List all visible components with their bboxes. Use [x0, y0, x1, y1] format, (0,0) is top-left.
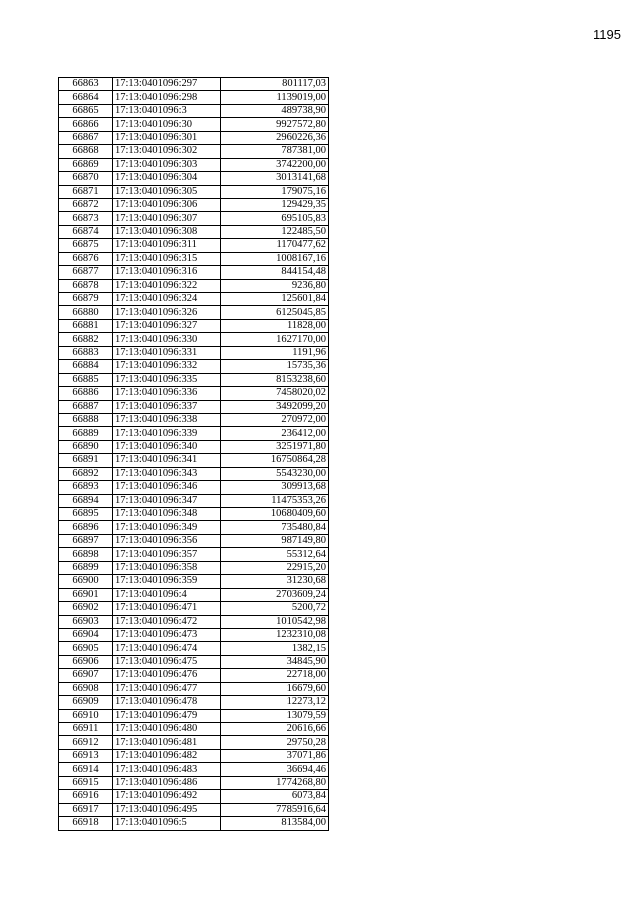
cadastral-number-cell: 17:13:0401096:308 — [113, 225, 221, 238]
cadastral-number-cell: 17:13:0401096:3 — [113, 104, 221, 117]
cadastral-number-cell: 17:13:0401096:327 — [113, 319, 221, 332]
cadastral-value-cell: 125601,84 — [221, 293, 329, 306]
row-number-cell: 66882 — [59, 333, 113, 346]
row-number-cell: 66883 — [59, 346, 113, 359]
table-row — [59, 803, 329, 816]
cadastral-number-cell: 17:13:0401096:324 — [113, 293, 221, 306]
table-row — [59, 508, 329, 521]
row-number-cell: 66905 — [59, 642, 113, 655]
cadastral-value-cell: 1774268,80 — [221, 776, 329, 789]
table-row — [59, 118, 329, 131]
row-number-cell: 66897 — [59, 534, 113, 547]
cadastral-value-cell: 122485,50 — [221, 225, 329, 238]
cadastral-value-cell: 20616,66 — [221, 723, 329, 736]
cadastral-number-cell: 17:13:0401096:311 — [113, 239, 221, 252]
cadastral-number-cell: 17:13:0401096:302 — [113, 145, 221, 158]
table-row — [59, 131, 329, 144]
cadastral-number-cell: 17:13:0401096:476 — [113, 669, 221, 682]
cadastral-value-cell: 813584,00 — [221, 817, 329, 830]
cadastral-value-cell: 309913,68 — [221, 481, 329, 494]
row-number-cell: 66917 — [59, 803, 113, 816]
table-row — [59, 763, 329, 776]
cadastral-number-cell: 17:13:0401096:480 — [113, 723, 221, 736]
cadastral-value-cell: 844154,48 — [221, 266, 329, 279]
cadastral-value-cell: 6073,84 — [221, 790, 329, 803]
table-body — [59, 78, 329, 831]
row-number-cell: 66902 — [59, 602, 113, 615]
row-number-cell: 66912 — [59, 736, 113, 749]
row-number-cell: 66868 — [59, 145, 113, 158]
row-number-cell: 66890 — [59, 440, 113, 453]
row-number-cell: 66908 — [59, 682, 113, 695]
row-number-cell: 66869 — [59, 158, 113, 171]
cadastral-value-cell: 55312,64 — [221, 548, 329, 561]
cadastral-value-cell: 129429,35 — [221, 198, 329, 211]
row-number-cell: 66907 — [59, 669, 113, 682]
cadastral-number-cell: 17:13:0401096:303 — [113, 158, 221, 171]
row-number-cell: 66876 — [59, 252, 113, 265]
cadastral-value-cell: 5543230,00 — [221, 467, 329, 480]
table-row — [59, 642, 329, 655]
cadastral-value-cell: 1008167,16 — [221, 252, 329, 265]
cadastral-value-cell: 179075,16 — [221, 185, 329, 198]
table-row — [59, 628, 329, 641]
table-row — [59, 185, 329, 198]
cadastral-value-cell: 8153238,60 — [221, 373, 329, 386]
cadastral-value-cell: 15735,36 — [221, 360, 329, 373]
cadastral-value-cell: 236412,00 — [221, 427, 329, 440]
cadastral-value-cell: 695105,83 — [221, 212, 329, 225]
row-number-cell: 66885 — [59, 373, 113, 386]
table-row — [59, 481, 329, 494]
cadastral-number-cell: 17:13:0401096:477 — [113, 682, 221, 695]
cadastral-number-cell: 17:13:0401096:358 — [113, 561, 221, 574]
cadastral-value-cell: 3013141,68 — [221, 172, 329, 185]
table-row — [59, 682, 329, 695]
row-number-cell: 66899 — [59, 561, 113, 574]
cadastral-number-cell: 17:13:0401096:326 — [113, 306, 221, 319]
table-row — [59, 346, 329, 359]
row-number-cell: 66898 — [59, 548, 113, 561]
table-row — [59, 467, 329, 480]
cadastral-number-cell: 17:13:0401096:330 — [113, 333, 221, 346]
cadastral-number-cell: 17:13:0401096:338 — [113, 413, 221, 426]
cadastral-value-cell: 16679,60 — [221, 682, 329, 695]
cadastral-number-cell: 17:13:0401096:475 — [113, 655, 221, 668]
row-number-cell: 66903 — [59, 615, 113, 628]
row-number-cell: 66915 — [59, 776, 113, 789]
cadastral-number-cell: 17:13:0401096:474 — [113, 642, 221, 655]
table-row — [59, 387, 329, 400]
cadastral-value-cell: 9236,80 — [221, 279, 329, 292]
page-number: 1195 — [593, 27, 621, 42]
cadastral-value-cell: 13079,59 — [221, 709, 329, 722]
cadastral-number-cell: 17:13:0401096:339 — [113, 427, 221, 440]
cadastral-number-cell: 17:13:0401096:495 — [113, 803, 221, 816]
table-row — [59, 749, 329, 762]
cadastral-value-cell: 11475353,26 — [221, 494, 329, 507]
table-row — [59, 333, 329, 346]
table-row — [59, 91, 329, 104]
row-number-cell: 66909 — [59, 696, 113, 709]
table-row — [59, 440, 329, 453]
cadastral-value-cell: 2960226,36 — [221, 131, 329, 144]
cadastral-value-cell: 1382,15 — [221, 642, 329, 655]
table-row — [59, 306, 329, 319]
table-row — [59, 172, 329, 185]
table-row — [59, 709, 329, 722]
cadastral-value-cell: 31230,68 — [221, 575, 329, 588]
table-row — [59, 212, 329, 225]
table-row — [59, 293, 329, 306]
cadastral-number-cell: 17:13:0401096:337 — [113, 400, 221, 413]
row-number-cell: 66867 — [59, 131, 113, 144]
row-number-cell: 66864 — [59, 91, 113, 104]
cadastral-number-cell: 17:13:0401096:4 — [113, 588, 221, 601]
table-row — [59, 78, 329, 91]
row-number-cell: 66874 — [59, 225, 113, 238]
cadastral-number-cell: 17:13:0401096:30 — [113, 118, 221, 131]
table-row — [59, 145, 329, 158]
cadastral-number-cell: 17:13:0401096:341 — [113, 454, 221, 467]
cadastral-value-cell: 16750864,28 — [221, 454, 329, 467]
table-row — [59, 198, 329, 211]
cadastral-value-cell: 37071,86 — [221, 749, 329, 762]
row-number-cell: 66900 — [59, 575, 113, 588]
cadastral-number-cell: 17:13:0401096:316 — [113, 266, 221, 279]
cadastral-number-cell: 17:13:0401096:332 — [113, 360, 221, 373]
row-number-cell: 66891 — [59, 454, 113, 467]
cadastral-number-cell: 17:13:0401096:348 — [113, 508, 221, 521]
cadastral-number-cell: 17:13:0401096:479 — [113, 709, 221, 722]
cadastral-value-cell: 787381,00 — [221, 145, 329, 158]
cadastral-number-cell: 17:13:0401096:478 — [113, 696, 221, 709]
row-number-cell: 66901 — [59, 588, 113, 601]
row-number-cell: 66875 — [59, 239, 113, 252]
cadastral-number-cell: 17:13:0401096:297 — [113, 78, 221, 91]
table-row — [59, 736, 329, 749]
cadastral-value-cell: 1010542,98 — [221, 615, 329, 628]
table-row — [59, 158, 329, 171]
table-row — [59, 521, 329, 534]
row-number-cell: 66886 — [59, 387, 113, 400]
cadastral-value-cell: 1191,96 — [221, 346, 329, 359]
row-number-cell: 66880 — [59, 306, 113, 319]
cadastral-number-cell: 17:13:0401096:492 — [113, 790, 221, 803]
row-number-cell: 66888 — [59, 413, 113, 426]
cadastral-number-cell: 17:13:0401096:357 — [113, 548, 221, 561]
row-number-cell: 66906 — [59, 655, 113, 668]
cadastral-value-cell: 11828,00 — [221, 319, 329, 332]
cadastral-number-cell: 17:13:0401096:356 — [113, 534, 221, 547]
row-number-cell: 66877 — [59, 266, 113, 279]
row-number-cell: 66918 — [59, 817, 113, 830]
cadastral-value-cell: 1139019,00 — [221, 91, 329, 104]
cadastral-number-cell: 17:13:0401096:359 — [113, 575, 221, 588]
cadastral-value-cell: 2703609,24 — [221, 588, 329, 601]
cadastral-value-cell: 7458020,02 — [221, 387, 329, 400]
cadastral-number-cell: 17:13:0401096:343 — [113, 467, 221, 480]
table-row — [59, 602, 329, 615]
cadastral-value-cell: 7785916,64 — [221, 803, 329, 816]
row-number-cell: 66878 — [59, 279, 113, 292]
row-number-cell: 66866 — [59, 118, 113, 131]
row-number-cell: 66892 — [59, 467, 113, 480]
table-row — [59, 400, 329, 413]
table-row — [59, 776, 329, 789]
table-row — [59, 373, 329, 386]
table-row — [59, 534, 329, 547]
cadastral-number-cell: 17:13:0401096:486 — [113, 776, 221, 789]
cadastral-number-cell: 17:13:0401096:340 — [113, 440, 221, 453]
table-row — [59, 588, 329, 601]
table-row — [59, 427, 329, 440]
cadastral-value-cell: 1170477,62 — [221, 239, 329, 252]
cadastral-number-cell: 17:13:0401096:335 — [113, 373, 221, 386]
cadastral-number-cell: 17:13:0401096:307 — [113, 212, 221, 225]
cadastral-value-cell: 22915,20 — [221, 561, 329, 574]
table-row — [59, 615, 329, 628]
row-number-cell: 66914 — [59, 763, 113, 776]
row-number-cell: 66904 — [59, 628, 113, 641]
row-number-cell: 66879 — [59, 293, 113, 306]
table-row — [59, 790, 329, 803]
row-number-cell: 66913 — [59, 749, 113, 762]
row-number-cell: 66887 — [59, 400, 113, 413]
cadastral-number-cell: 17:13:0401096:305 — [113, 185, 221, 198]
cadastral-value-cell: 5200,72 — [221, 602, 329, 615]
row-number-cell: 66863 — [59, 78, 113, 91]
table-row — [59, 655, 329, 668]
table-row — [59, 575, 329, 588]
table-row — [59, 454, 329, 467]
cadastral-number-cell: 17:13:0401096:315 — [113, 252, 221, 265]
cadastral-value-cell: 1232310,08 — [221, 628, 329, 641]
cadastral-number-cell: 17:13:0401096:347 — [113, 494, 221, 507]
cadastral-number-cell: 17:13:0401096:472 — [113, 615, 221, 628]
cadastral-value-cell: 801117,03 — [221, 78, 329, 91]
row-number-cell: 66873 — [59, 212, 113, 225]
row-number-cell: 66911 — [59, 723, 113, 736]
cadastral-number-cell: 17:13:0401096:304 — [113, 172, 221, 185]
table-row — [59, 279, 329, 292]
cadastral-number-cell: 17:13:0401096:346 — [113, 481, 221, 494]
cadastral-number-cell: 17:13:0401096:349 — [113, 521, 221, 534]
table-row — [59, 239, 329, 252]
table-row — [59, 669, 329, 682]
row-number-cell: 66881 — [59, 319, 113, 332]
table-row — [59, 696, 329, 709]
table-row — [59, 225, 329, 238]
row-number-cell: 66872 — [59, 198, 113, 211]
cadastral-value-cell: 489738,90 — [221, 104, 329, 117]
cadastral-value-cell: 36694,46 — [221, 763, 329, 776]
table-row — [59, 360, 329, 373]
cadastral-number-cell: 17:13:0401096:471 — [113, 602, 221, 615]
cadastral-number-cell: 17:13:0401096:483 — [113, 763, 221, 776]
row-number-cell: 66893 — [59, 481, 113, 494]
table-row — [59, 817, 329, 830]
row-number-cell: 66889 — [59, 427, 113, 440]
row-number-cell: 66884 — [59, 360, 113, 373]
cadastral-number-cell: 17:13:0401096:336 — [113, 387, 221, 400]
table-row — [59, 494, 329, 507]
row-number-cell: 66916 — [59, 790, 113, 803]
table-row — [59, 548, 329, 561]
cadastral-number-cell: 17:13:0401096:306 — [113, 198, 221, 211]
cadastral-value-cell: 1627170,00 — [221, 333, 329, 346]
table-row — [59, 266, 329, 279]
cadastral-value-cell: 6125045,85 — [221, 306, 329, 319]
cadastral-number-cell: 17:13:0401096:322 — [113, 279, 221, 292]
cadastral-value-cell: 10680409,60 — [221, 508, 329, 521]
cadastral-value-cell: 9927572,80 — [221, 118, 329, 131]
row-number-cell: 66910 — [59, 709, 113, 722]
cadastral-value-cell: 3742200,00 — [221, 158, 329, 171]
cadastral-number-cell: 17:13:0401096:301 — [113, 131, 221, 144]
cadastral-number-cell: 17:13:0401096:5 — [113, 817, 221, 830]
table-row — [59, 319, 329, 332]
cadastral-value-cell: 735480,84 — [221, 521, 329, 534]
row-number-cell: 66895 — [59, 508, 113, 521]
row-number-cell: 66894 — [59, 494, 113, 507]
cadastral-value-cell: 987149,80 — [221, 534, 329, 547]
row-number-cell: 66896 — [59, 521, 113, 534]
cadastral-value-cell: 12273,12 — [221, 696, 329, 709]
table-row — [59, 104, 329, 117]
cadastral-value-cell: 34845,90 — [221, 655, 329, 668]
cadastral-number-cell: 17:13:0401096:298 — [113, 91, 221, 104]
row-number-cell: 66865 — [59, 104, 113, 117]
cadastral-number-cell: 17:13:0401096:482 — [113, 749, 221, 762]
cadastral-value-table — [58, 77, 329, 831]
table-row — [59, 252, 329, 265]
cadastral-value-cell: 29750,28 — [221, 736, 329, 749]
table-row — [59, 561, 329, 574]
cadastral-value-cell: 3251971,80 — [221, 440, 329, 453]
cadastral-number-cell: 17:13:0401096:331 — [113, 346, 221, 359]
cadastral-value-cell: 3492099,20 — [221, 400, 329, 413]
cadastral-number-cell: 17:13:0401096:481 — [113, 736, 221, 749]
cadastral-value-cell: 270972,00 — [221, 413, 329, 426]
table-row — [59, 413, 329, 426]
row-number-cell: 66871 — [59, 185, 113, 198]
cadastral-value-cell: 22718,00 — [221, 669, 329, 682]
table-row — [59, 723, 329, 736]
row-number-cell: 66870 — [59, 172, 113, 185]
cadastral-number-cell: 17:13:0401096:473 — [113, 628, 221, 641]
